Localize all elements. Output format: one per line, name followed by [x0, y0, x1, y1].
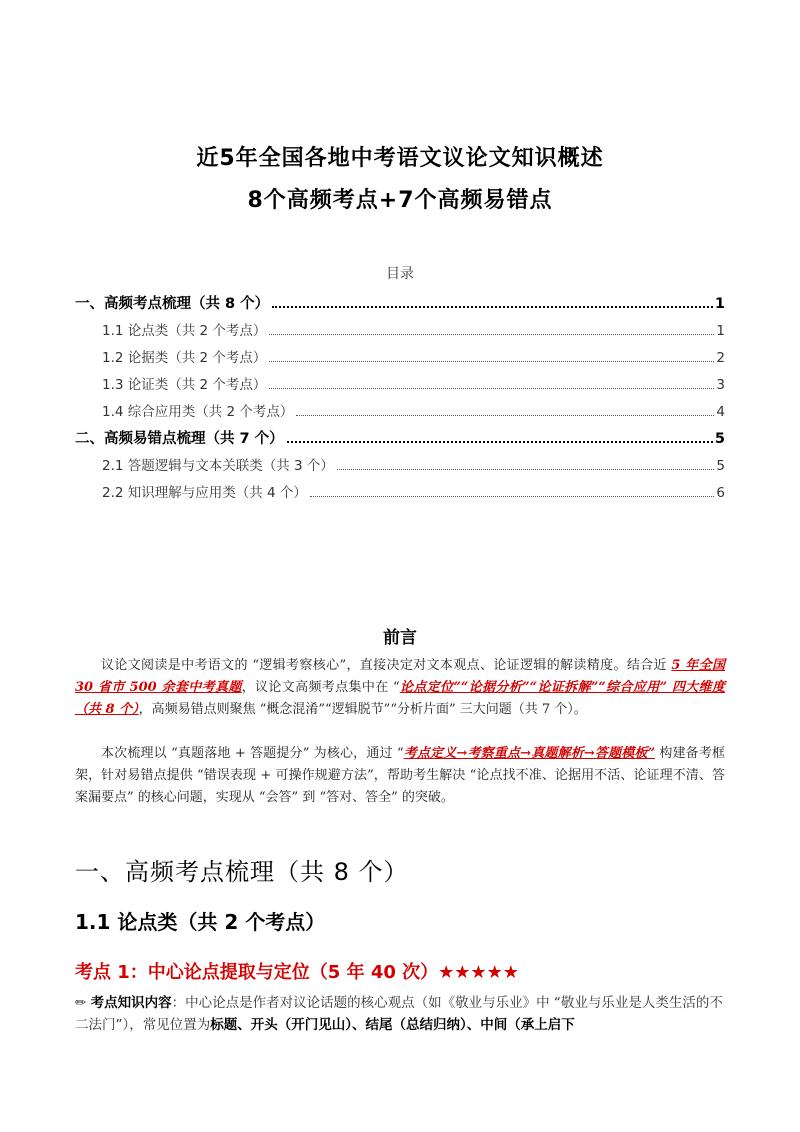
toc-leader: [272, 306, 713, 308]
section-heading: 一、高频考点梳理（共 8 个）: [75, 858, 409, 886]
toc-page-number: 1: [714, 296, 725, 312]
toc-heading: 目录: [386, 266, 414, 282]
pencil-icon: ✏: [75, 995, 87, 1011]
preface-text: ，高频易错点则聚焦 “概念混淆”“逻辑脱节”“分析片面” 三大问题（共 7 个）。: [138, 702, 587, 717]
toc-page-number: 5: [714, 431, 725, 447]
toc-page-number: 4: [716, 404, 725, 420]
toc-entry-label: 1.2 论据类（共 2 个考点）: [102, 350, 267, 366]
toc-leader: [269, 388, 714, 389]
preface-title: 前言: [383, 628, 417, 648]
toc-entry-label: 1.3 论证类（共 2 个考点）: [102, 377, 267, 393]
toc-entry-label: 2.1 答题逻辑与文本关联类（共 3 个）: [102, 458, 334, 474]
toc-page-number: 1: [716, 323, 725, 339]
toc-entry[interactable]: [102, 319, 725, 339]
highlight-text: 考点定义→考察重点→真题解析→答题模板”: [403, 746, 656, 761]
toc-page-number: 6: [716, 485, 725, 501]
toc-leader: [287, 441, 713, 443]
toc-page-number: 3: [716, 377, 725, 393]
exam-point-body: [75, 992, 725, 1036]
toc-leader: [310, 496, 714, 497]
toc-page-number: 2: [716, 350, 725, 366]
toc-entry[interactable]: [102, 346, 725, 366]
toc-leader: [337, 469, 714, 470]
toc-page-number: 5: [716, 458, 725, 474]
body-label: 考点知识内容: [90, 995, 172, 1011]
exam-point-heading: 考点 1：中心论点提取与定位（5 年 40 次）★★★★★: [75, 962, 519, 983]
body-text: ：中心论点是作者对议论话题的核心观点（如《敬业与乐业》中 “敬业与乐业是人类生活的不二法门”），常见位置为: [75, 995, 723, 1033]
toc-entry[interactable]: [102, 454, 725, 474]
document-title-line1: 近5年全国各地中考语文议论文知识概述: [196, 146, 604, 171]
toc-entry-label: 2.2 知识理解与应用类（共 4 个）: [102, 485, 307, 501]
toc-leader: [296, 415, 714, 416]
toc-entry-label: 1.4 综合应用类（共 2 个考点）: [102, 404, 294, 420]
toc-entry-label: 1.1 论点类（共 2 个考点）: [102, 323, 267, 339]
body-bold-text: 标题、开头（开门见山）、结尾（总结归纳）、中间（承上启下: [210, 1017, 575, 1033]
preface-text: 议论文阅读是中考语文的 “逻辑考察核心”，直接决定对文本观点、论证逻辑的解读精度。结合近: [101, 658, 672, 673]
toc-leader: [269, 334, 714, 335]
document-title-line2: 8个高频考点+7个高频易错点: [247, 188, 553, 213]
preface-paragraph-2: [75, 743, 725, 809]
subsection-heading: 1.1 论点类（共 2 个考点）: [75, 910, 326, 934]
toc-entry[interactable]: [102, 373, 725, 393]
toc-entry[interactable]: [75, 292, 725, 312]
preface-text: ，议论文高频考点集中在 “: [241, 680, 400, 695]
toc-leader: [269, 361, 714, 362]
toc-entry[interactable]: [102, 481, 725, 501]
toc-entry[interactable]: [75, 427, 725, 447]
preface-paragraph-1: [75, 655, 725, 721]
highlight-text: 论点定位”“论据分析”“论证拆解”“综合应用” 四大维度（共 8 个）: [75, 680, 725, 717]
preface-text: 构建备考框架，针对易错点提供 “错误表现 + 可操作规避方法”，帮助考生解决 “论点找不准、论据用不活、论证理不清、答案漏要点” 的核心问题，实现从 “会答” 到 “答对、答全” 的突破。: [75, 746, 725, 805]
toc-entry-label: 一、高频考点梳理（共 8 个）: [75, 296, 270, 312]
toc-entry[interactable]: [102, 400, 725, 420]
highlight-text: 5 年全国 30 省市 500 余套中考真题: [75, 658, 726, 695]
preface-text: 本次梳理以 “真题落地 + 答题提分” 为核心，通过 “: [101, 746, 404, 761]
toc-entry-label: 二、高频易错点梳理（共 7 个）: [75, 431, 284, 447]
